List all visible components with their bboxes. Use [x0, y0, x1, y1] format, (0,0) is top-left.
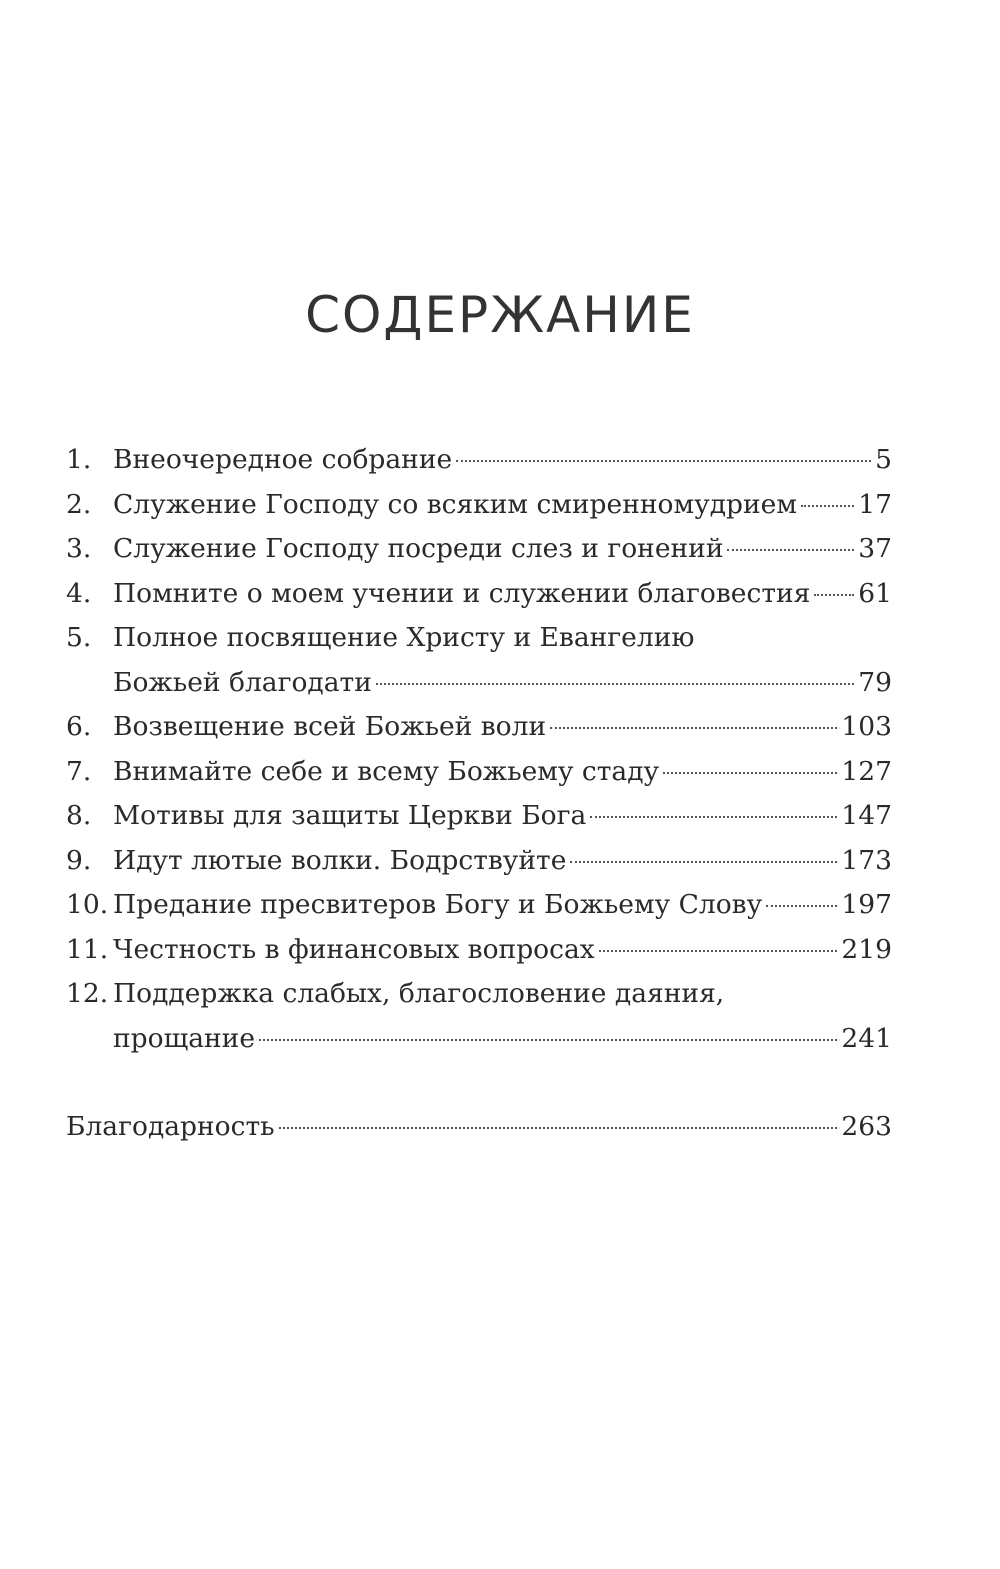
- toc-entry-title: Помните о моем учении и служении благовестия: [113, 577, 811, 609]
- toc-entry-3[interactable]: [66, 527, 892, 572]
- toc-entry-number: 6.: [66, 711, 92, 742]
- toc-entry-page: 127: [841, 755, 892, 787]
- dot-leader: [814, 594, 854, 596]
- toc-entry-12-line2[interactable]: [66, 1017, 892, 1062]
- toc-entry-4[interactable]: [66, 572, 892, 617]
- toc-entry-title: Мотивы для защиты Церкви Бога: [113, 800, 587, 831]
- toc-entry-7[interactable]: [66, 750, 892, 795]
- toc-entry-page: 263: [841, 1111, 892, 1142]
- toc-entry-page: 173: [841, 844, 892, 876]
- toc-entry-title: Благодарность: [66, 1111, 275, 1142]
- toc-entry-page: 197: [841, 889, 892, 920]
- toc-entry-8[interactable]: [66, 794, 892, 839]
- toc-entry-number: 9.: [66, 844, 92, 876]
- dot-leader: [550, 727, 837, 729]
- toc-entry-12-line1[interactable]: [66, 972, 892, 1017]
- toc-entry-5-line2[interactable]: [66, 661, 892, 706]
- toc-entry-title: Внеочередное собрание: [113, 444, 453, 475]
- toc-entry-title-line1: Поддержка слабых, благословение даяния,: [113, 978, 725, 1009]
- toc-entry-page: 61: [858, 577, 892, 609]
- toc-entry-page: 17: [858, 488, 892, 520]
- toc-entry-number: 8.: [66, 800, 92, 831]
- toc-entry-page: 219: [841, 933, 892, 965]
- toc-entry-number: 5.: [66, 622, 92, 653]
- dot-leader: [766, 905, 837, 907]
- toc-entry-number: 11.: [66, 933, 109, 965]
- toc-entry-10[interactable]: [66, 883, 892, 928]
- toc-entry-title: Честность в финансовых вопросах: [113, 933, 595, 965]
- toc-entry-number: 4.: [66, 577, 92, 609]
- toc-entry-number: 3.: [66, 533, 92, 564]
- toc-entry-number: 10.: [66, 889, 109, 920]
- toc-entry-page: 79: [858, 666, 892, 698]
- dot-leader: [279, 1127, 838, 1129]
- toc-entry-5-line1[interactable]: [66, 616, 892, 661]
- toc-entry-number: 2.: [66, 488, 92, 520]
- toc-entry-title-line2: прощание: [113, 1022, 256, 1054]
- dot-leader: [456, 460, 871, 462]
- toc-entry-9[interactable]: [66, 839, 892, 884]
- dot-leader: [663, 772, 837, 774]
- toc-entry-title: Предание пресвитеров Богу и Божьему Слову: [113, 889, 763, 920]
- page-title: СОДЕРЖАНИЕ: [305, 286, 695, 344]
- toc-entry-2[interactable]: [66, 483, 892, 528]
- toc-entry-page: 241: [841, 1022, 892, 1054]
- dot-leader: [259, 1039, 837, 1041]
- toc-entry-number: 1.: [66, 444, 92, 475]
- toc-entry-1[interactable]: [66, 438, 892, 483]
- dot-leader: [727, 549, 854, 551]
- table-of-contents: [66, 438, 892, 1150]
- dot-leader: [570, 861, 837, 863]
- toc-entry-number: 7.: [66, 755, 92, 787]
- dot-leader: [801, 505, 854, 507]
- toc-entry-page: 103: [841, 711, 892, 742]
- dot-leader: [599, 950, 838, 952]
- toc-entry-title: Возвещение всей Божьей воли: [113, 711, 547, 742]
- toc-entry-11[interactable]: [66, 928, 892, 973]
- toc-entry-page: 5: [875, 444, 892, 475]
- toc-entry-title: Внимайте себе и всему Божьему стаду: [113, 755, 660, 787]
- dot-leader: [376, 683, 854, 685]
- toc-entry-page: 37: [858, 533, 892, 564]
- toc-entry-title: Служение Господу посреди слез и гонений: [113, 533, 724, 564]
- toc-entry-title: Служение Господу со всяким смиренномудрием: [113, 488, 797, 520]
- toc-entry-title-line1: Полное посвящение Христу и Евангелию: [113, 622, 695, 653]
- toc-entry-number: 12.: [66, 978, 109, 1009]
- toc-entry-page: 147: [841, 800, 892, 831]
- toc-entry-title-line2: Божьей благодати: [113, 666, 372, 698]
- toc-entry-acknowledgement[interactable]: [66, 1105, 892, 1150]
- dot-leader: [590, 816, 837, 818]
- toc-entry-6[interactable]: [66, 705, 892, 750]
- toc-entry-title: Идут лютые волки. Бодрствуйте: [113, 844, 567, 876]
